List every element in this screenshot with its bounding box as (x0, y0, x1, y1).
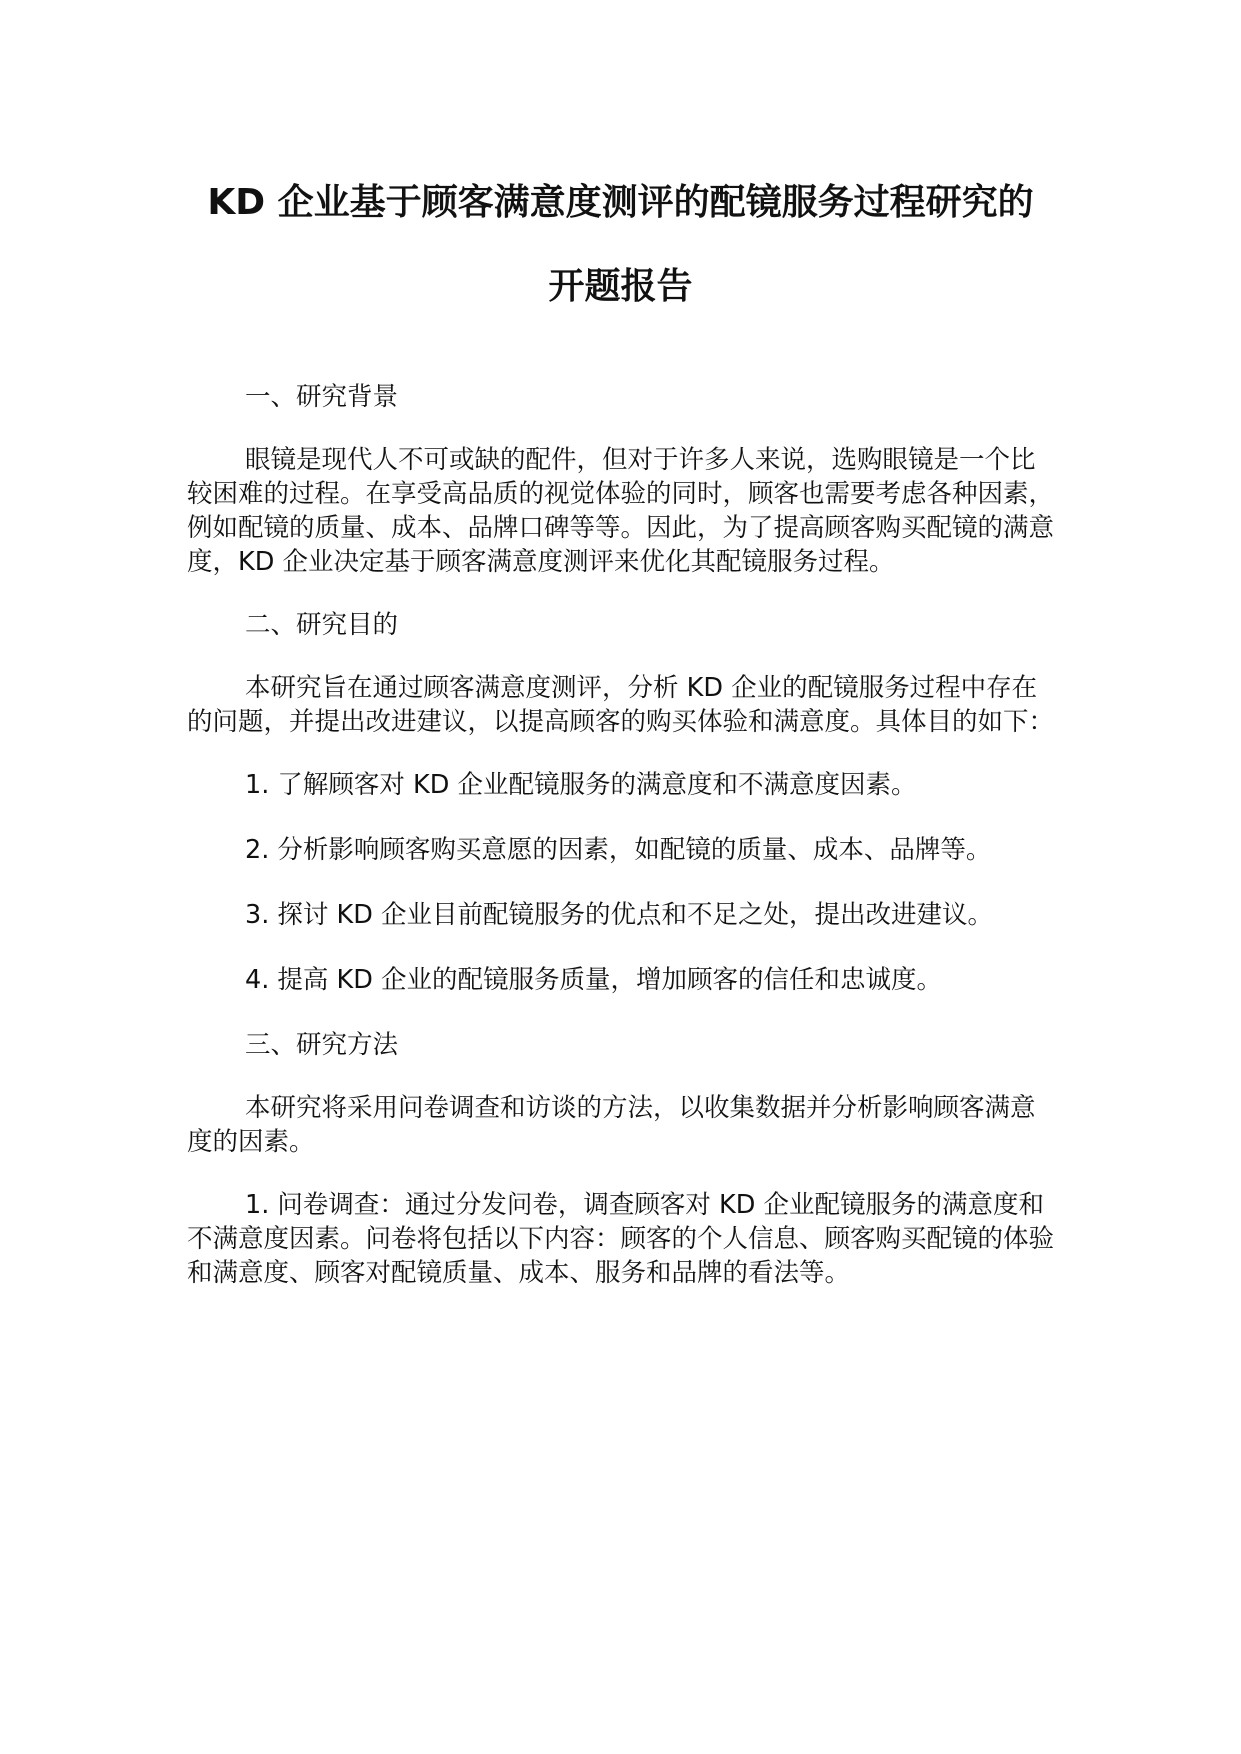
document-body (187, 380, 1057, 1319)
list-item-purpose-4: 4. 提高 KD 企业的配镜服务质量，增加顾客的信任和忠诚度。 (245, 965, 943, 995)
list-item-purpose-1: 1. 了解顾客对 KD 企业配镜服务的满意度和不满意度因素。 (245, 770, 917, 800)
list-item-purpose-3: 3. 探讨 KD 企业目前配镜服务的优点和不足之处，提出改进建议。 (245, 900, 994, 930)
document-title-line2: 开题报告 (548, 266, 693, 307)
paragraph-background: 眼镜是现代人不可或缺的配件，但对于许多人来说，选购眼镜是一个比较困难的过程。在享受高品质的视觉体验的同时，顾客也需要考虑各种因素，例如配镜的质量、成本、品牌口碑等等。因此，为了提高顾客购买配镜的满意度，KD 企业决定基于顾客满意度测评来优化其配镜服务过程。 (187, 445, 1055, 577)
section-heading-purpose: 二、研究目的 (245, 610, 399, 640)
section-heading-background: 一、研究背景 (245, 382, 399, 412)
paragraph-method: 本研究将采用问卷调查和访谈的方法，以收集数据并分析影响顾客满意度的因素。 (187, 1093, 1036, 1157)
document-title-line1: KD 企业基于顾客满意度测评的配镜服务过程研究的 (207, 182, 1034, 223)
paragraph-purpose: 本研究旨在通过顾客满意度测评，分析 KD 企业的配镜服务过程中存在的问题，并提出改进建议，以提高顾客的购买体验和满意度。具体目的如下： (187, 673, 1055, 737)
list-item-purpose-2: 2. 分析影响顾客购买意愿的因素，如配镜的质量、成本、品牌等。 (245, 835, 992, 865)
list-item-method-1: 1. 问卷调查：通过分发问卷，调查顾客对 KD 企业配镜服务的满意度和不满意度因素。问卷将包括以下内容：顾客的个人信息、顾客购买配镜的体验和满意度、顾客对配镜质量、成本、服务和品牌的看法等。 (187, 1190, 1055, 1288)
section-heading-method: 三、研究方法 (245, 1030, 399, 1060)
